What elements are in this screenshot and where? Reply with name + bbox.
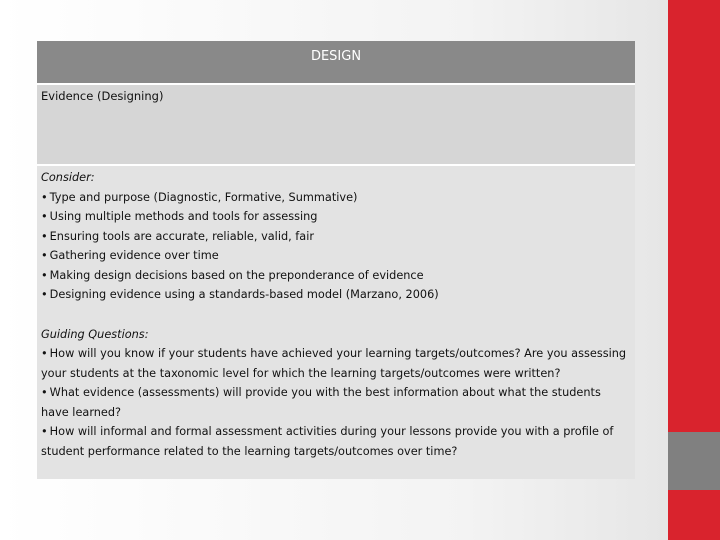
section-title: Evidence (Designing) xyxy=(41,89,164,103)
guiding-question-line: • How will you know if your students have achieved your learning targets/outcomes? Are you assessing xyxy=(41,344,631,364)
guiding-question-line: your students at the taxonomic level for which the learning targets/outcomes were written? xyxy=(41,366,561,380)
section-row xyxy=(37,85,635,164)
table-header-title: DESIGN xyxy=(310,49,362,64)
guiding-heading: Guiding Questions: xyxy=(41,327,149,341)
red-band-top xyxy=(668,0,720,432)
consider-item: • Type and purpose (Diagnostic, Formative, Summative) xyxy=(41,188,631,208)
gray-band xyxy=(668,432,720,490)
consider-item: • Designing evidence using a standards-based model (Marzano, 2006) xyxy=(41,285,631,305)
consider-item: • Gathering evidence over time xyxy=(41,246,631,266)
consider-heading: Consider: xyxy=(41,171,95,184)
spacer xyxy=(41,305,631,325)
red-band-bottom xyxy=(668,490,720,540)
guiding-question-line: student performance related to the learning targets/outcomes over time? xyxy=(41,444,458,458)
consider-item: • Making design decisions based on the preponderance of evidence xyxy=(41,266,631,286)
guiding-question-line: have learned? xyxy=(41,405,122,419)
design-table xyxy=(37,41,635,479)
guiding-question-line: • What evidence (assessments) will provide you with the best information about what the students xyxy=(41,383,631,403)
consider-item: • Ensuring tools are accurate, reliable, valid, fair xyxy=(41,227,631,247)
content-cell xyxy=(37,166,635,479)
guiding-question-line: • How will informal and formal assessment activities during your lessons provide you with a profile of xyxy=(41,422,631,442)
table-header xyxy=(37,41,635,83)
consider-item: • Using multiple methods and tools for assessing xyxy=(41,207,631,227)
decorative-side-band xyxy=(668,0,720,540)
